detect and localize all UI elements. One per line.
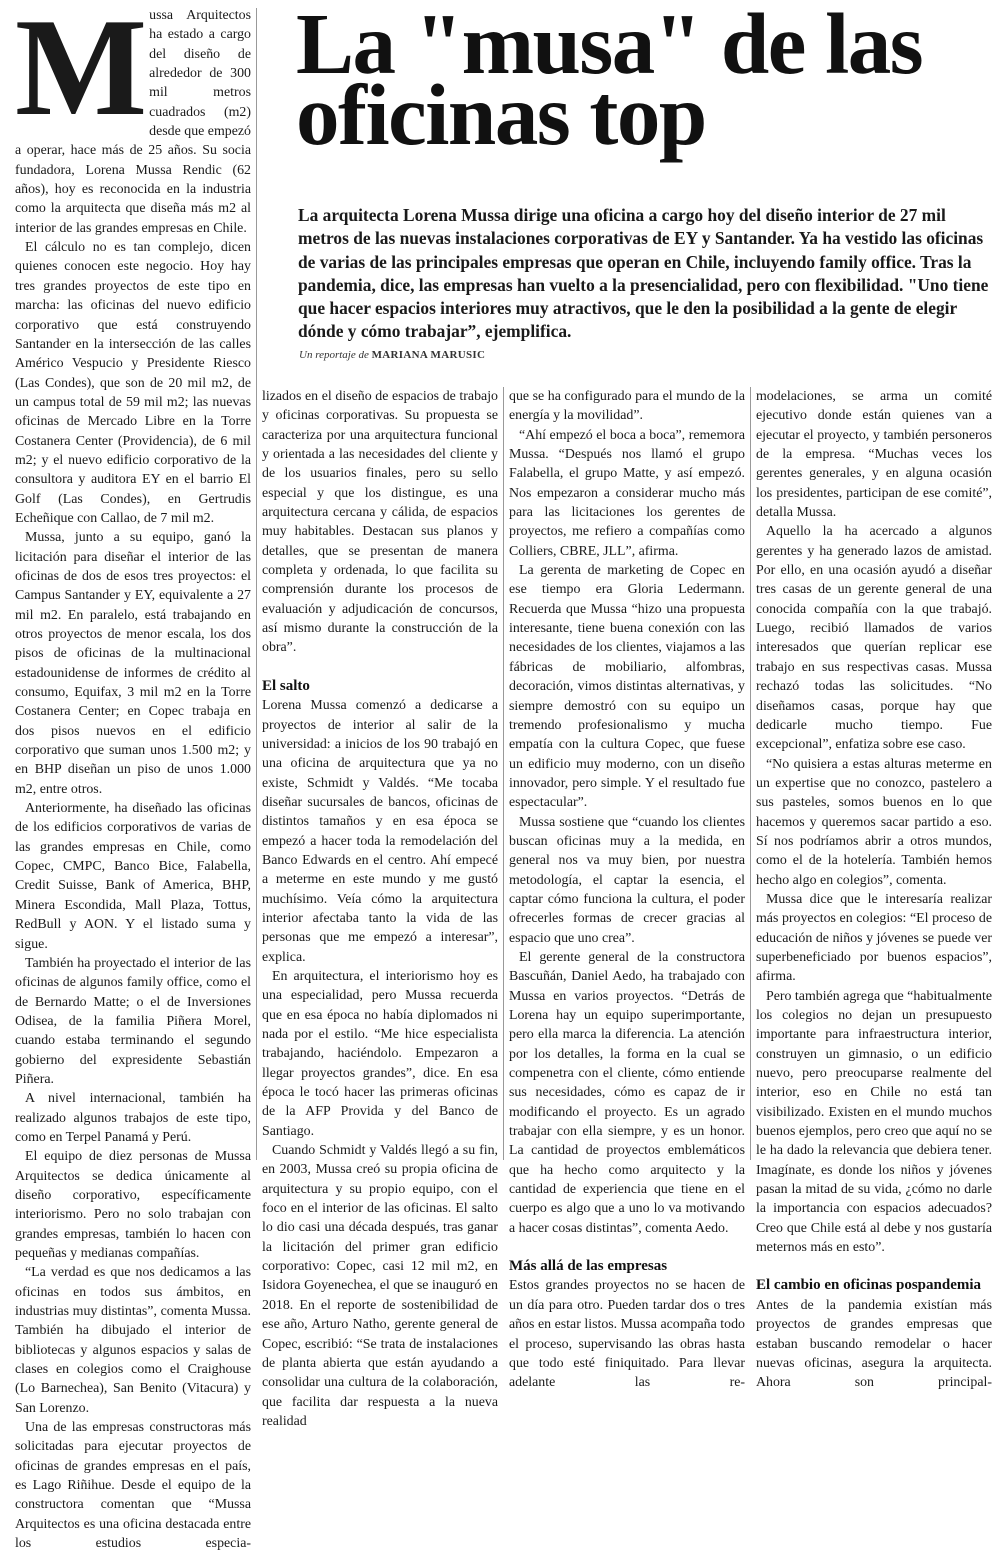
body-paragraph [15,0,251,238]
byline-prefix: Un reportaje de [299,348,369,361]
article-column-4 [756,387,992,1393]
section-subheading: El salto [262,677,310,694]
body-paragraph: Lorena Mussa comenzó a dedicarse a proyectos de interior al salir de la universidad: a inicios de los 90 trabajó en una oficina de arquitectura que ya no existe, Schmidt y Valdés. “Me tocaba diseñar sucursales de bancos, oficinas de distintos tamaños y en esa época se empezó a hacer toda la remodelación del Banco Edwards en el centro. Ahí empecé a meterme en este mundo y me gustó muchísimo. Veía cómo la arquitectura interior afectaba tanto la vida de las personas que me empezó a interesar”, explica. [262,698,498,965]
article-column-1 [15,0,251,1554]
article-column-2 [262,387,498,1431]
body-paragraph: En arquitectura, el interiorismo hoy es una especialidad, pero Mussa recuerda que en esa época no había diplomados ni nada por el estilo. “Me hice especialista trabajando, haciéndolo. Empezaron a llegar proyectos grandes”, dice. En esa época le tocó hacer las primeras oficinas de la AFP Provida y del Banco de Santiago. [262,968,498,1139]
body-paragraph: Pero también agrega que “habitualmente los colegios no dejan un presupuesto importante para infraestructura interior, construyen un gimnasio, o un edificio nuevo, pero preocuparse realmente del interior, eso en Chile no está tan visibilizado. Existen en el mundo muchos buenos ejemplos, pero creo que aquí no se le ha dado la relevancia que debiera tener. Imagínate, es donde los niños y jóvenes pasan la mitad de su vida, ¿cómo no darle la importancia con espacios adecuados? Creo que Chile está al debe y nos gustaría meternos más en esto”. [756,988,993,1256]
article-deck: La arquitecta Lorena Mussa dirige una oficina a cargo hoy del diseño interior de 27 mil metros de las nuevas instalaciones corporativas de EY y Santander. Ya ha vestido las oficinas de varias de las principales empresas que operan en Chile, incluyendo family office. Tras la pandemia, dice, las empresas han vuelto a la presencialidad, pero con flexibilidad. "Uno tiene que hacer espacios interiores muy atractivos, que le den la posibilidad a la gente de elegir dónde y cómo trabajar”, ejemplifica. [298,205,989,342]
headline-line: oficinas top [296,66,706,163]
headline-line: La "musa" de las [296,0,923,92]
headline [296,0,993,163]
body-paragraph: La gerenta de marketing de Copec en ese tiempo era Gloria Ledermann. Recuerda que Mussa “hizo una propuesta interesante, tiene buena conexión con las necesidades de los clientes, viajamos a las fábricas de mobiliario, alfombras, decoración, vimos distintas alternativas, y siempre demostró con su equipo un tremendo profesionalismo y mucha empatía con la cultura Copec, que fuese un edificio muy moderno, con un diseño innovador, pero simple. Y el resultado fue espectacular”. [509,563,745,811]
body-paragraph: El cálculo no es tan complejo, dicen quienes conocen este negocio. Hoy hay tres grandes proyectos de este tipo en marcha: las oficinas del nuevo edificio corporativo que está construyendo Santander en la intersección de las calles Américo Vespucio y Presidente Riesco (Las Condes), que son de 20 mil m2, de un campus total de 59 mil m2; las nuevas oficinas de Mercado Libre en la Torre Costanera Center (Providencia), de 6 mil m2; y el nuevo edificio corporativo de la consultora y auditora EY en el barrio El Golf (Las Condes), en Gertrudis Echeñique con Callao, de 7 mil m2. [15,240,251,526]
byline-author: MARIANA MARUSIC [371,348,486,361]
article-header [296,0,993,362]
column-rule [503,387,504,1160]
article-column-3 [509,387,745,1393]
body-paragraph: Mussa, junto a su equipo, ganó la licitación para diseñar el interior de las oficinas de dos de esos tres proyectos: el Campus Santander y EY, equivalente a 27 mil m2. En paralelo, está trabajando en otros proyectos de menor escala, los dos pisos de oficinas de la multinacional estadounidense de informes de crédito al consumo, Equifax, 3 mil m2 en la Torre Costanera Center; en Copec trabaja en dos pisos nuevos en el edificio corporativo que suman unos 1.500 m2; y en BHP diseñan un piso de unos 1.000 m2, entre otros. [15,530,251,797]
body-paragraph: Una de las empresas constructoras más solicitadas para ejecutar proyectos de oficinas de grandes empresas en el país, es Lago Riñihue. Desde el equipo de la constructora comentan que “Mussa Arquitectos es una oficina destacada entre los estudios especia- [15,1420,251,1552]
body-paragraph: lizados en el diseño de espacios de trabajo y oficinas corporativas. Su propuesta se caracteriza por una arquitectura funcional y orientada a las necesidades del cliente y de los usuarios finales, pero su sello especial y que los distingue, es una arquitectura cercana y cálida, de espacios muy habitables. Destacan sus planos y detalles, que se presentan de manera completa y ordenada, lo que facilita su comprensión durante los procesos de evaluación y adjudicación de concursos, así mismo durante la construcción de la obra”. [262,389,498,656]
body-paragraph: Antes de la pandemia existían más proyectos de grandes empresas que estaban buscando remodelar o hacer nuevas oficinas, asegura la arquitecta. Ahora son principal- [756,1297,992,1391]
body-paragraph: También ha proyectado el interior de las oficinas de algunos family office, como el de Bernardo Matte; o el de Inversiones Odisea, de la familia Piñera Morel, cuando estaba terminando el segundo gobierno del expresidente Sebastián Piñera. [15,955,251,1087]
paragraph-text: ussa Arquitectos ha estado a cargo del diseño de alrededor de 300 mil metros cuadrados (m2) desde que empezó a operar, hace más de 25 años. Su socia fundadora, Lorena Mussa Rendic (62 años), hoy es reconocida en la industria como la arquitecta que diseña más m2 al interior de las grandes empresas en Chile. [15,8,251,236]
body-paragraph: Mussa sostiene que “cuando los clientes buscan oficinas muy a la medida, en general nos va muy bien, por nuestra metodología, el captar la esencia, el captar cómo funciona la cultura, el poder ofrecerles formas de crecer gracias al espacio que uno crea”. [509,814,745,946]
body-paragraph: Cuando Schmidt y Valdés llegó a su fin, en 2003, Mussa creó su propia oficina de arquitectura y su propio equipo, con el foco en el interior de las oficinas. El salto lo dio casi una década después, tras ganar la licitación del primer gran edificio corporativo: Copec, casi 12 mil m2, en Isidora Goyenechea, el que se inauguró en 2018. En el reporte de sostenibilidad de ese año, Arturo Natho, gerente general de Copec, escribió: “Se trata de instalaciones de planta abierta que están ayudando a consolidar una cultura de la colaboración, que facilita dar respuesta a la nueva realidad [262,1143,498,1429]
body-paragraph: Anteriormente, ha diseñado las oficinas de los edificios corporativos de varias de las grandes empresas en Chile, como Copec, CMPC, Banco Bice, Falabella, Credit Suisse, Bank of America, BHP, Minera Escondida, Mall Plaza, Tottus, RedBull y AON. Y el listado suma y sigue. [15,801,251,952]
body-paragraph: El equipo de diez personas de Mussa Arquitectos se dedica únicamente al diseño corporativo, específicamente interiorismo. Pero no solo trabajan con grandes empresas, también lo hacen con pequeñas y medianas compañías. [15,1149,251,1261]
section-subheading: El cambio en oficinas pospandemia [756,1277,982,1294]
section-subheading: Más allá de las empresas [509,1258,668,1275]
body-paragraph: Mussa dice que le interesaría realizar más proyectos en colegios: “El proceso de educación de niños y jóvenes se puede ver superbeneficiado por buenos espacios”, afirma. [756,891,992,985]
body-paragraph: Estos grandes proyectos no se hacen de un día para otro. Pueden tardar dos o tres años en estar listos. Mussa acompaña todo el proceso, supervisando las obras hasta que todo esté finiquitado. Para llevar adelante las re- [509,1278,745,1391]
body-paragraph: “No quisiera a estas alturas meterme en un expertise que no conozco, pastelero a sus pasteles, somos buenos en lo que hacemos y queremos sacar partido a eso. Sí nos podríamos abrir a otros mundos, como el de la hotelería. También hemos hecho algo en colegios”, comenta. [756,756,992,888]
body-paragraph: El gerente general de la constructora Bascuñán, Daniel Aedo, ha trabajado con Mussa en varios proyectos. “Detrás de Lorena hay un equipo superimportante, pero ella marca la diferencia. La atención por los detalles, la forma en la cual se compenetra con el cliente, cómo entiende sus necesidades, cómo es capaz de ir modificando el proyecto. Es un agrado trabajar con ella siempre, y es un honor. La cantidad de proyectos emblemáticos que ha hecho como arquitecto y la cantidad de experiencia que tiene en el cuerpo es algo que a uno lo va motivando a hacer cosas distintas”, comenta Aedo. [509,949,745,1236]
column-rule [256,8,257,1160]
body-paragraph: modelaciones, se arma un comité ejecutivo donde están quienes van a ejecutar el proyecto, y también personeros de la empresa. “Muchas veces los gerentes generales, y en alguna ocasión los presidentes, participan de ese comité”, detalla Mussa. [756,389,992,521]
body-paragraph: Aquello la ha acercado a algunos gerentes y ha generado lazos de amistad. Por ello, en una ocasión ayudó a diseñar tres casas de un gerente general de una conocida compañía con la que trabajó. Luego, recibió llamados de varios interesados que querían replicar ese trabajo en sus respectivas casas. Mussa rechazó todas las solicitudes. “No diseñamos casas, porque hay que dedicarle mucho tiempo. Fue excepcional”, enfatiza sobre ese caso. [756,524,992,753]
body-paragraph: “Ahí empezó el boca a boca”, rememora Mussa. “Después nos llamó el grupo Falabella, el grupo Matte, y así empezó. Nos empezaron a considerar mucho más para las licitaciones los gerentes de proyectos, me refiero a compañías como Colliers, CBRE, JLL”, afirma. [509,427,745,559]
column-rule [750,387,751,1160]
body-paragraph: A nivel internacional, también ha realizado algunos trabajos de este tipo, como en Terpel Panamá y Perú. [15,1091,251,1145]
body-paragraph: “La verdad es que nos dedicamos a las oficinas en todos sus ámbitos, en industrias muy distintas”, comenta Mussa. También ha dibujado el interior de bibliotecas y algunos espacios y salas de clases en colegios como el Craighouse (Lo Barnechea), San Benito (Vitacura) y San Lorenzo. [15,1265,251,1416]
byline [299,348,993,362]
body-paragraph: que se ha configurado para el mundo de la energía y la movilidad”. [509,389,745,424]
drop-cap: M [15,0,144,145]
